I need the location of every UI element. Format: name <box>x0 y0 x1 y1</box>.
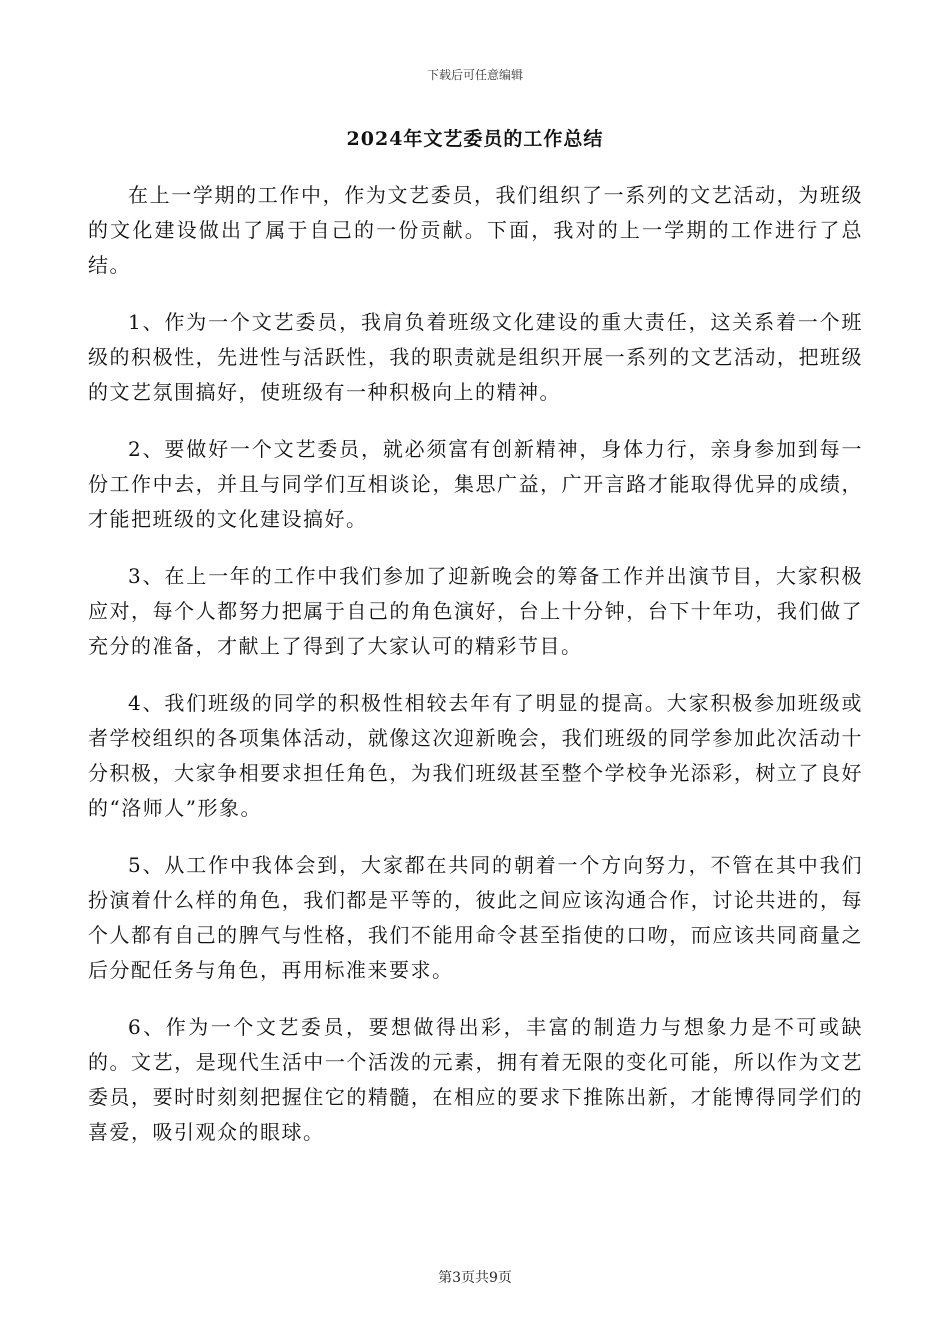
page-number: 第3页共9页 <box>438 1270 512 1286</box>
paragraph-item-2: 2、要做好一个文艺委员，就必须富有创新精神，身体力行，亲身参加到每一份工作中去，并且与同学们互相谈论，集思广益，广开言路才能取得优异的成绩，才能把班级的文化建设搞好。 <box>88 437 863 531</box>
paragraph-item-5: 5、从工作中我体会到，大家都在共同的朝着一个方向努力，不管在其中我们扮演着什么样的角色，我们都是平等的，彼此之间应该沟通合作，讨论共进的，每个人都有自己的脾气与性格，我们不能用命令甚至指使的口吻，而应该共同商量之后分配任务与角色，再用标准来要求。 <box>88 853 863 982</box>
paragraph-item-4: 4、我们班级的同学的积极性相较去年有了明显的提高。大家积极参加班级或者学校组织的各项集体活动，就像这次迎新晚会，我们班级的同学参加此次活动十分积极，大家争相要求担任角色，为我们班级甚至整个学校争光添彩，树立了良好的“洛师人”形象。 <box>88 691 863 820</box>
paragraph-intro: 在上一学期的工作中，作为文艺委员，我们组织了一系列的文艺活动，为班级的文化建设做出了属于自己的一份贡献。下面，我对的上一学期的工作进行了总结。 <box>88 183 863 277</box>
document-body <box>88 178 863 1172</box>
paragraph-item-6: 6、作为一个文艺委员，要想做得出彩，丰富的制造力与想象力是不可或缺的。文艺，是现代生活中一个活泼的元素，拥有着无限的变化可能，所以作为文艺委员，要时时刻刻把握住它的精髓，在相应的要求下推陈出新，才能博得同学们的喜爱，吸引观众的眼球。 <box>88 1015 863 1144</box>
document-title: 2024年文艺委员的工作总结 <box>346 128 604 150</box>
paragraph-item-1: 1、作为一个文艺委员，我肩负着班级文化建设的重大责任，这关系着一个班级的积极性，先进性与活跃性，我的职责就是组织开展一系列的文艺活动，把班级的文艺氛围搞好，使班级有一种积极向上的精神。 <box>88 310 863 404</box>
header-note: 下载后可任意编辑 <box>426 68 523 82</box>
paragraph-item-3: 3、在上一年的工作中我们参加了迎新晚会的筹备工作并出演节目，大家积极应对，每个人都努力把属于自己的角色演好，台上十分钟，台下十年功，我们做了充分的准备，才献上了得到了大家认可的精彩节目。 <box>88 564 863 658</box>
